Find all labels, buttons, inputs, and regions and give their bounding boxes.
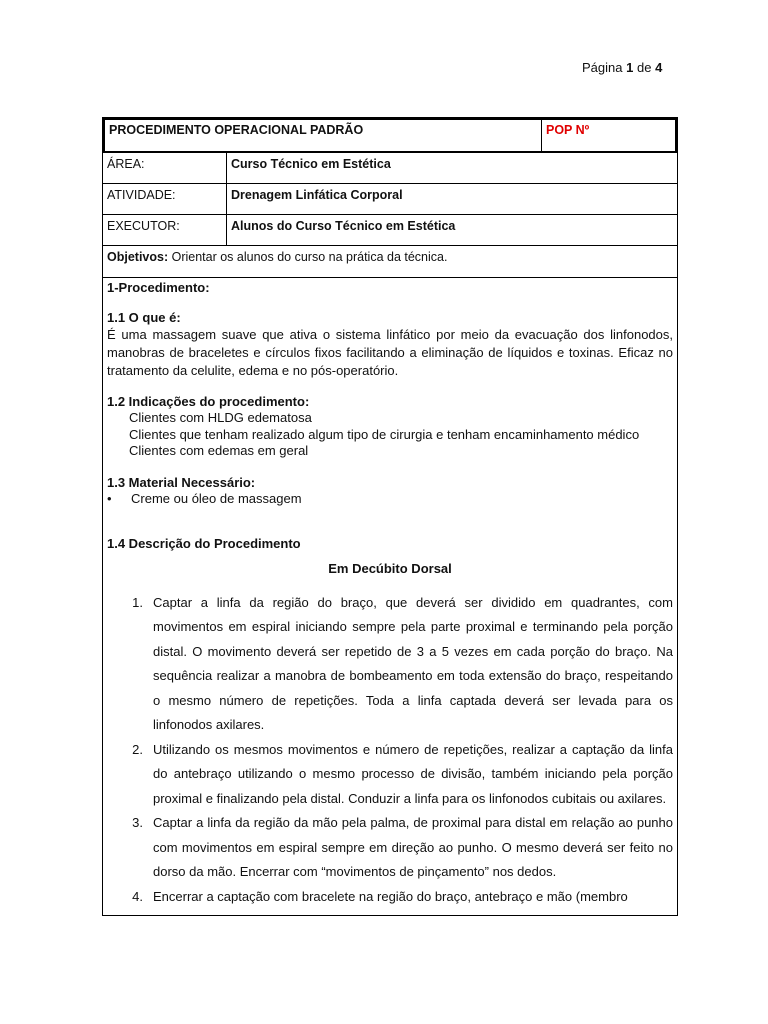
executor-label: EXECUTOR: — [107, 219, 180, 233]
step-text: Captar a linfa da região da mão pela palma, de proximal para distal em relação ao punho com movimentos em espiral sempre em direção ao punho. O mesmo deverá ser feito no dorso da mão. Encerrar com “movimentos de pinçamento” nos dedos. — [153, 815, 673, 879]
indication-item: Clientes que tenham realizado algum tipo de cirurgia e tenham encaminhamento médico — [129, 426, 640, 442]
step-text: Encerrar a captação com bracelete na região do braço, antebraço e mão (membro — [153, 888, 628, 904]
page-sep: de — [636, 60, 652, 75]
area-value: Curso Técnico em Estética — [231, 157, 391, 171]
page-current: 1 — [626, 60, 634, 75]
section-1-1-text: É uma massagem suave que ativa o sistema linfático por meio da evacuação dos linfonodos, manobras de braceletes e círculos fixos facilitando a eliminação de líquidos e toxinas. Eficaz no tratamento da celulite, edema e no pós-operatório. — [107, 327, 673, 378]
step-text: Utilizando os mesmos movimentos e número de repetições, realizar a captação da linfa do antebraço utilizando o mesmo processo de divisão, também iniciando pela porção proximal e finalizando pela distal. Conduzir a linfa para os linfonodos cubitais ou axilares. — [153, 741, 673, 806]
page-number — [582, 60, 662, 75]
steps-list — [107, 591, 673, 910]
objectives-text — [107, 250, 447, 264]
page-prefix: Página — [582, 60, 623, 75]
section-1-1-title: 1.1 O que é: — [107, 310, 181, 325]
step-number: 2. — [132, 741, 143, 757]
step-number: 1. — [132, 594, 143, 610]
procedure-body — [107, 280, 673, 909]
executor-value: Alunos do Curso Técnico em Estética — [231, 219, 456, 233]
objectives-row — [103, 246, 677, 278]
procedure-document — [102, 117, 678, 916]
section-1-title: 1-Procedimento: — [107, 280, 210, 295]
bullet-icon: • — [107, 490, 112, 506]
cell-divider — [226, 153, 227, 184]
step-number: 4. — [132, 888, 143, 904]
pop-cell — [541, 118, 678, 153]
cell-divider — [226, 184, 227, 215]
section-1-2-title: 1.2 Indicações do procedimento: — [107, 394, 310, 409]
material-item — [107, 491, 673, 507]
document-title: PROCEDIMENTO OPERACIONAL PADRÃO — [109, 123, 364, 137]
objectives-label: Objetivos: — [107, 250, 169, 264]
indications-list — [107, 410, 673, 460]
indication-item: Clientes com edemas em geral — [129, 443, 309, 458]
position-subtitle: Em Decúbito Dorsal — [328, 560, 452, 576]
step-item — [107, 885, 673, 910]
area-row — [103, 153, 677, 184]
section-1-4-title: 1.4 Descrição do Procedimento — [107, 535, 301, 551]
area-label: ÁREA: — [107, 157, 145, 171]
section-1-3-title: 1.3 Material Necessário: — [107, 474, 256, 490]
step-item — [107, 738, 673, 812]
activity-value: Drenagem Linfática Corporal — [231, 188, 403, 202]
material-text: Creme ou óleo de massagem — [131, 490, 302, 506]
page-total: 4 — [655, 60, 663, 75]
step-item — [107, 591, 673, 738]
indication-item: Clientes com HLDG edematosa — [129, 410, 312, 425]
objectives-value: Orientar os alunos do curso na prática da técnica. — [168, 250, 448, 264]
header-row — [103, 118, 677, 153]
step-number: 3. — [132, 815, 143, 830]
executor-row — [103, 215, 677, 246]
cell-divider — [226, 215, 227, 246]
step-item — [107, 811, 673, 885]
activity-row — [103, 184, 677, 215]
pop-number-label: POP Nº — [546, 123, 590, 137]
activity-label: ATIVIDADE: — [107, 188, 176, 202]
step-text: Captar a linfa da região do braço, que deverá ser dividido em quadrantes, com movimentos em espiral iniciando sempre pela parte proximal e terminando pela porção distal. O movimento deverá ser repetido de 3 a 5 vezes em cada porção do braço. Na sequência realizar a manobra de bombeamento em toda extensão do braço, respeitando o mesmo número de repetições. Toda a linfa captada deverá ser levada para os linfonodos axilares. — [153, 594, 673, 732]
